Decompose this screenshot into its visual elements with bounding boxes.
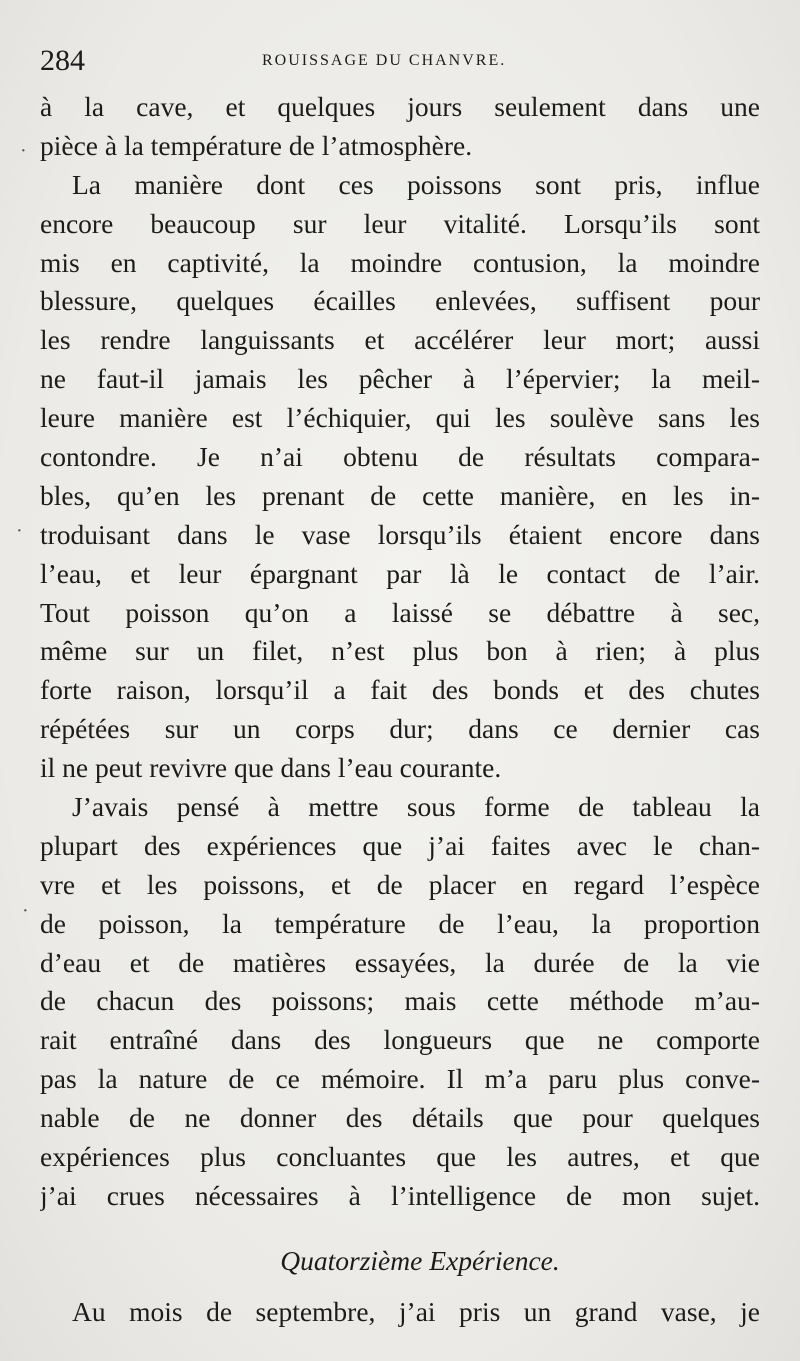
text-line: d’eau et de matières essayées, la durée de la vie: [40, 946, 760, 978]
text-line: rait entraîné dans des longueurs que ne comporte: [40, 1024, 760, 1056]
text-line: bles, qu’en les prenant de cette manière, en les in-: [40, 479, 760, 511]
text-line: de chacun des poissons; mais cette méthode m’au-: [40, 985, 760, 1017]
section-subtitle: Quatorzième Expérience.: [280, 1244, 560, 1276]
text-line: pièce à la température de l’atmosphère.: [40, 129, 473, 161]
text-line: l’eau, et leur épargnant par là le contact de l’air.: [40, 557, 760, 589]
running-head: ROUISSAGE DU CHANVRE.: [262, 52, 507, 69]
text-line: vre et les poissons, et de placer en regard l’espèce: [40, 868, 760, 900]
margin-speck: ·: [20, 140, 27, 162]
text-line: expériences plus concluantes que les autres, et que: [40, 1141, 760, 1173]
text-line: La manière dont ces poissons sont pris, influe: [72, 168, 760, 200]
text-line: il ne peut revivre que dans l’eau courante.: [40, 752, 502, 784]
text-line: blessure, quelques écailles enlevées, suffisent pour: [40, 285, 760, 317]
text-line: répétées sur un corps dur; dans ce dernier cas: [40, 713, 760, 745]
page-header: [40, 44, 560, 84]
text-line: J’avais pensé à mettre sous forme de tableau la: [72, 791, 760, 823]
text-line: à la cave, et quelques jours seulement dans une: [40, 91, 760, 122]
text-line: les rendre languissants et accélérer leur mort; aussi: [40, 324, 760, 356]
margin-speck: ·: [16, 520, 23, 542]
text-line: leure manière est l’échiquier, qui les soulève sans les: [40, 402, 760, 434]
page-number: 284: [40, 44, 85, 77]
text-line: Au mois de septembre, j’ai pris un grand vase, je: [72, 1295, 760, 1327]
text-line: nable de ne donner des détails que pour quelques: [40, 1102, 760, 1134]
text-line: pas la nature de ce mémoire. Il m’a paru plus conve-: [40, 1063, 760, 1095]
text-line: forte raison, lorsqu’il a fait des bonds et des chutes: [40, 674, 760, 706]
text-line: mis en captivité, la moindre contusion, la moindre: [40, 246, 760, 278]
text-line: de poisson, la température de l’eau, la proportion: [40, 907, 760, 939]
text-line: plupart des expériences que j’ai faites avec le chan-: [40, 829, 760, 861]
text-line: troduisant dans le vase lorsqu’ils étaient encore dans: [40, 518, 760, 550]
text-line: ne faut-il jamais les pêcher à l’épervier; la meil-: [40, 363, 760, 395]
body-text: [40, 88, 760, 1332]
text-line: contondre. Je n’ai obtenu de résultats compara-: [40, 441, 760, 473]
text-line: Tout poisson qu’on a laissé se débattre à sec,: [40, 596, 760, 628]
text-line: j’ai crues nécessaires à l’intelligence de mon sujet.: [40, 1179, 760, 1211]
text-line: même sur un filet, n’est plus bon à rien; à plus: [40, 635, 760, 667]
text-line: encore beaucoup sur leur vitalité. Lorsqu’ils sont: [40, 207, 760, 239]
margin-speck: ·: [22, 900, 29, 922]
